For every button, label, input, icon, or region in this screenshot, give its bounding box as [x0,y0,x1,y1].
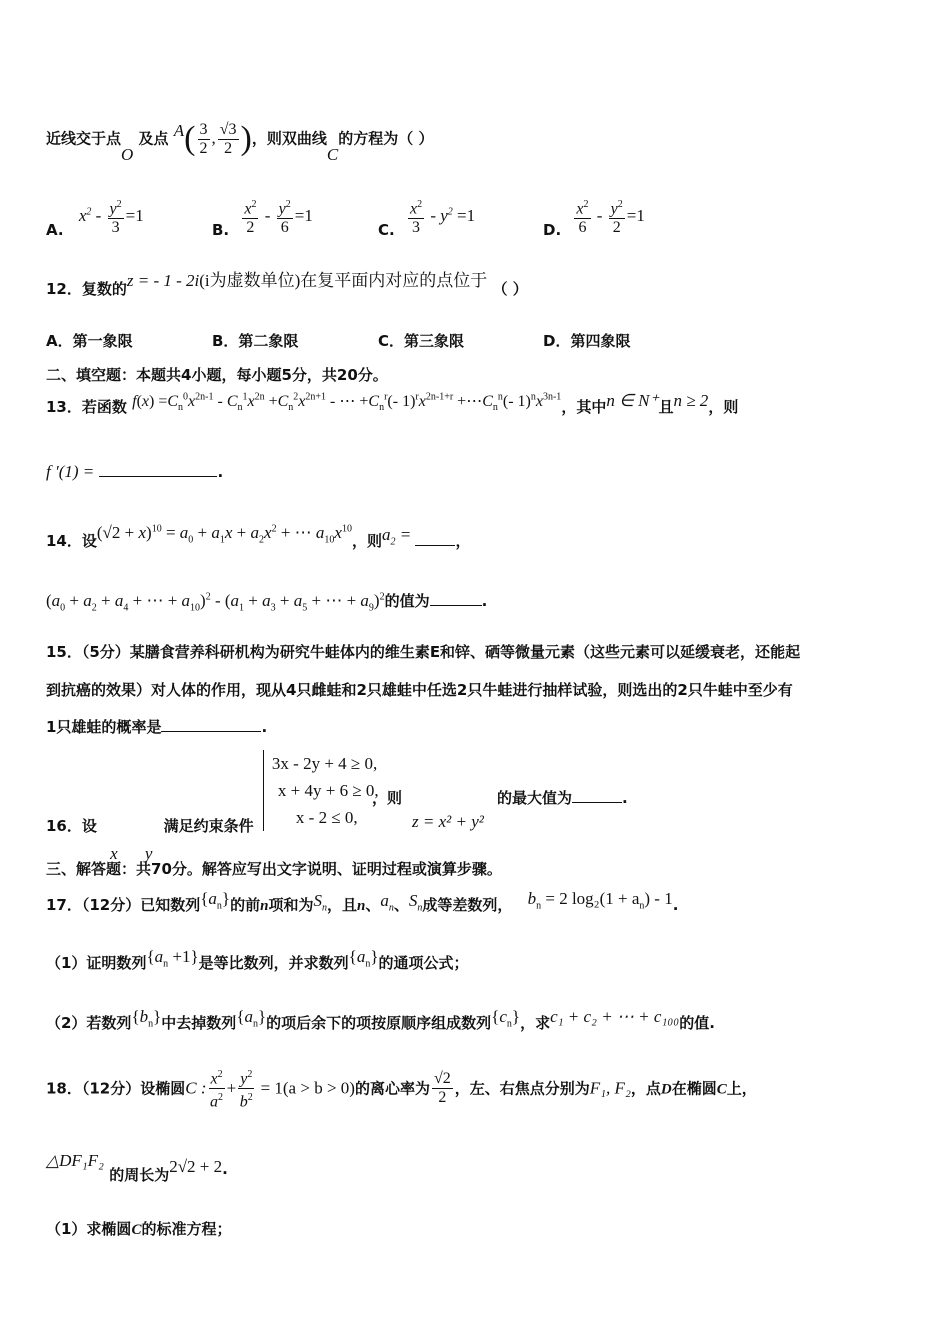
q17-part2-text: 中去掉数列 [161,1014,237,1032]
q13-cond-n: n ∈ N⁺ [606,391,659,410]
q18-dot: . [222,1160,228,1178]
q18-part1-text: 的标准方程； [141,1220,232,1238]
q16-end: . [622,789,628,807]
q16-text: 的最大值为 [497,789,573,807]
q18-text: 的离心率为 [354,1079,430,1098]
q11-text: 近线交于点 [46,129,122,148]
q14-expansion: $(√2 + x)^{10} = a_0 + a_1x + a_2x^2$ + ⋯ $a_{10}x^{10}$ [96,523,352,546]
point-a: A [173,120,185,140]
q14-comma: ， [455,532,471,550]
q14-stem [46,523,471,553]
q17-text: 成等差数列， [422,896,513,914]
q17-part1-text: （1）证明数列 [46,954,147,972]
q18-part1-text: （1）求椭圆 [46,1220,132,1238]
q18-text: 在椭圆 [671,1079,717,1098]
q18-text: ，点 [630,1079,661,1098]
q17-number: 17．（12分）已知数列 [46,896,201,914]
q12-stem [46,271,528,299]
perimeter-value: 2√2 + 2 [169,1157,223,1176]
triangle: △DF₁F₂ [46,1151,104,1170]
option-label: C. [378,221,395,240]
q18-number: 18．（12分）设椭圆 [46,1079,186,1098]
q17-bn-def: $b_n = 2$ $\log_2(1 + a_n) - 1$ [527,889,673,912]
frac-sqrt3-2: $\frac{√3}{2}$ [219,120,237,157]
q13-text: ，其中 [561,398,607,416]
ellipse-c: C : [185,1078,207,1098]
q17-text: 的前 [230,896,261,914]
constraint-3: x - 2 ≤ 0, [295,808,358,827]
q18-part-1 [46,1218,231,1239]
q16-number: 16．设 [46,817,97,835]
q14-text: 的值为 [384,592,430,610]
point-o: O [121,144,134,164]
q12-option-d[interactable]: D．第四象限 [543,332,631,350]
q16-objective [412,812,484,832]
paren-right: ) [240,120,252,157]
option-label: B. [212,221,230,240]
q13-cond-n2: n ≥ 2 [673,391,709,410]
q11-text: 及点 [138,129,169,148]
q15-blank[interactable] [161,717,261,732]
q14-text: ，则 [351,532,382,550]
q11-option-b[interactable]: B. $\frac{x^2}{2}$ - $\frac{y^2}{6}$ =1 [212,196,313,237]
frac-x2-a2: $\frac{x^2}{a^2}$ [209,1066,225,1112]
q16-text: 满足约束条件 [163,817,254,835]
q12-number: 12．复数的 [46,280,127,298]
q14-line2 [46,590,487,613]
q12-expression: z = - 1 - 2i [126,271,200,290]
section-3-heading: 三、解答题：共70分。解答应写出文字说明、证明过程或演算步骤。 [46,860,502,878]
constraint-2: x + 4y + 6 ≥ 0, [277,781,379,800]
q12-paren: （ ） [492,280,528,298]
frac-3-2: $\frac{3}{2}$ [199,120,208,157]
q14-number: 14．设 [46,532,97,550]
seq-an: $\{a_n\}$ [200,889,231,912]
constraint-1: 3x - 2y + 4 ≥ 0, [271,754,378,773]
q18-text: ，左、右焦点分别为 [454,1079,590,1098]
q13-number: 13．若函数 [46,398,127,416]
q18-line2 [46,1151,228,1184]
q14-blank-1[interactable] [415,531,455,546]
q17-part2-text: ，求 [520,1014,551,1032]
q13-stem: 13．若函数 $f(x) =C_n^0x^{2n-1} - C_n^1x^{2n} +C_n^2x^{2n+1}$ - ⋯ $+C_n^r(-$ $1)^rx^{2n-1+r}$ $+\cdots C_n^n(-$ $1)^nx^{3n-1}$，其中n ∈ N⁺且n ≥ 2，则 [46,391,739,416]
q18-stem: 18．（12分）设椭圆C : $\frac{x^2}{a^2}$ + $\frac{y^2}{b^2}$ = 1(a > b > 0)的离心率为 $\frac{√2}{2}$ ，左、右焦点分别为F₁, F₂，点D在椭圆C上， [46,1066,757,1112]
q11-option-d[interactable]: D. $\frac{x^2}{6}$ - $\frac{y^2}{2}$ =1 [543,196,645,237]
q15-line-1: 15．（5分）某膳食营养科研机构为研究牛蛙体内的维生素E和锌、硒等微量元素（这些元素可以延缓衰老，还能起 [46,643,801,661]
q16-constraints [263,750,379,831]
q17-part2-text: 的项后余下的项按原顺序组成数列 [266,1014,492,1032]
q18-foci: F₁, F₂ [589,1078,631,1098]
q17-part1-text: 是等比数列，并求数列 [198,954,349,972]
q12-option-c[interactable]: C．第三象限 [378,332,465,350]
q15-line-2: 到抗癌的效果）对人体的作用，现从4只雌蛙和2只雄蛙中任选2只牛蛙进行抽样试验，则选出的2只牛蛙中至少有 [46,681,793,699]
q18-part1-c: C [131,1222,142,1238]
q17-part1-text: 的通项公式； [378,954,469,972]
q17-text: 项和为 [268,896,314,914]
q17-stem: 17．（12分）已知数列$\{a_n\}$的前n项和为$S_n$，且n、$a_n$、$S_n$成等差数列， $b_n = 2$ $\log_2(1 + a_n) - 1$. [46,889,679,914]
point-d: D [660,1081,672,1098]
q11-option-a[interactable]: A. $x^2$ - $\frac{y^2}{3}$ =1 [46,196,144,237]
var-x: x [110,844,118,863]
q16-tail [372,787,402,808]
frac-y2-b2: $\frac{y^2}{b^2}$ [238,1066,254,1112]
q14-square-diff: ($a_0 + a_2 + a_4$ + ⋯ + $a_{10})^2 - (a_1 + a_3 + a_5$ + ⋯ + $a_9)^2$ [46,591,385,614]
section-2-heading: 二、填空题：本题共4小题，每小题5分，共20分。 [46,366,388,384]
q17-part-2: （2）若数列$\{b_n\}$中去掉数列$\{a_n\}$的项后余下的项按原顺序组成数列$\{c_n\}$，求c₁ + c₂ + ⋯ + c₁₀₀的值. [46,1007,715,1032]
q12-option-b[interactable]: B．第二象限 [212,332,299,350]
q12-option-a[interactable]: A．第一象限 [46,332,133,350]
q13-text: 且 [658,398,674,416]
q11-stem: 近线交于点O 及点 A( $\frac{3}{2}$ , $\frac{√3}{2}$ )，则双曲线C的方程为（ ） [46,120,434,164]
ellipse-c-ref: C [716,1081,727,1098]
q17-part2-text: （2）若数列 [46,1014,132,1032]
q16-text: ，则 [372,789,403,807]
q11-text: 的方程为（ ） [338,129,434,148]
q16-answer [497,787,628,808]
option-label: A. [46,221,64,240]
q16-z: z = x² + y² [412,812,484,831]
q15-end: . [261,718,268,736]
q14-blank-2[interactable] [430,591,482,606]
curve-c: C [326,144,339,164]
q17-text: ，且 [326,896,357,914]
q15-line-3 [46,716,267,737]
q11-option-c[interactable]: C. $\frac{x^2}{3}$ - $y^2 =1$ [378,196,475,237]
q18-text: 的周长为 [109,1166,170,1184]
q14-end: . [481,592,488,610]
q11-text: ，则双曲线 [251,129,327,148]
q17-sum: c₁ + c₂ + ⋯ + c₁₀₀ [550,1007,680,1026]
q13-answer-line [46,462,223,482]
q13-derivative: f ′(1) = [46,462,95,481]
q17-dot: . [672,896,679,914]
frac-sqrt2-2: $\frac{√2}{2}$ [433,1070,451,1107]
q16-blank[interactable] [572,788,622,803]
q12-note: (i为虚数单位)在复平面内对应的点位于 [199,271,488,290]
q13-end: . [217,463,224,481]
q16-stem [46,750,379,863]
q17-n: n [260,898,269,914]
var-y: y [144,844,153,863]
q17-text: 、 [365,896,381,914]
q13-blank[interactable] [99,462,217,477]
q18-cond: = 1(a > b > 0) [256,1078,355,1098]
paren-left: ( [184,120,196,157]
q13-function: f [132,393,137,410]
option-label: D. [543,221,562,240]
q18-text: 上， [726,1079,757,1098]
q17-part-1: （1）证明数列$\{a_n +1\}$是等比数列，并求数列$\{a_n\}$的通项公式； [46,947,469,972]
q14-a2: $a_2$ = [381,525,416,548]
q13-text: ，则 [708,398,739,416]
q15-text: 1只雄蛙的概率是 [46,718,162,736]
q17-part2-text: 的值. [679,1014,715,1032]
